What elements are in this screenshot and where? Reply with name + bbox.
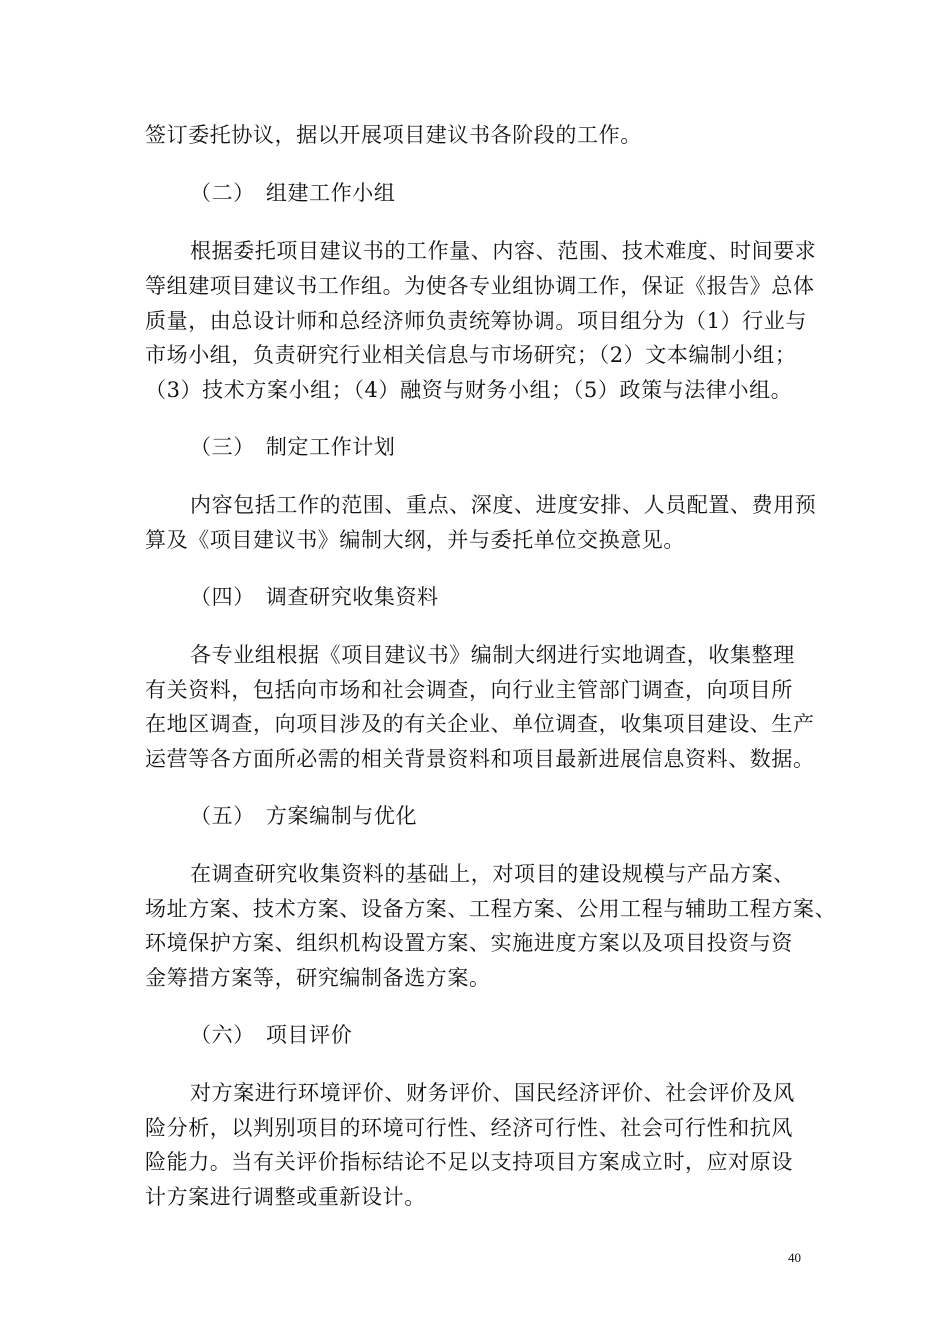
paragraph-line: 运营等各方面所必需的相关背景资料和项目最新进展信息资料、数据。 <box>145 747 815 771</box>
paragraph-line: 对方案进行环境评价、财务评价、国民经济评价、社会评价及风 <box>190 1081 795 1105</box>
section-heading-6: （六） 项目评价 <box>190 1023 353 1047</box>
paragraph-line: 等组建项目建议书工作组。为使各专业组协调工作，保证《报告》总体 <box>145 274 815 298</box>
paragraph-line: 有关资料，包括向市场和社会调查，向行业主管部门调查，向项目所 <box>145 678 793 702</box>
section-heading-5: （五） 方案编制与优化 <box>190 804 418 828</box>
paragraph-line: 根据委托项目建议书的工作量、内容、范围、技术难度、时间要求 <box>190 239 817 263</box>
paragraph-line: 内容包括工作的范围、重点、深度、进度安排、人员配置、费用预 <box>190 493 817 517</box>
paragraph-line: 险能力。当有关评价指标结论不足以支持项目方案成立时，应对原设 <box>145 1150 793 1174</box>
paragraph-line: 各专业组根据《项目建议书》编制大纲进行实地调查，收集整理 <box>190 643 795 667</box>
page-number: 40 <box>788 1250 801 1265</box>
paragraph-line: （3）技术方案小组；（4）融资与财务小组；（5）政策与法律小组。 <box>145 378 793 402</box>
paragraph-line: 签订委托协议，据以开展项目建议书各阶段的工作。 <box>145 123 642 147</box>
paragraph-line: 质量，由总设计师和总经济师负责统筹协调。项目组分为（1）行业与 <box>145 309 807 333</box>
section-heading-2: （二） 组建工作小组 <box>190 181 396 205</box>
paragraph-line: 算及《项目建议书》编制大纲，并与委托单位交换意见。 <box>145 528 685 552</box>
paragraph-line: 在调查研究收集资料的基础上，对项目的建设规模与产品方案、 <box>190 862 795 886</box>
paragraph-line: 环境保护方案、组织机构设置方案、实施进度方案以及项目投资与资 <box>145 931 793 955</box>
paragraph-line: 金筹措方案等，研究编制备选方案。 <box>145 966 491 990</box>
paragraph-line: 场址方案、技术方案、设备方案、工程方案、公用工程与辅助工程方案、 <box>145 897 837 921</box>
section-heading-4: （四） 调查研究收集资料 <box>190 585 439 609</box>
section-heading-3: （三） 制定工作计划 <box>190 435 396 459</box>
paragraph-line: 市场小组，负责研究行业相关信息与市场研究；（2）文本编制小组； <box>145 343 797 367</box>
paragraph-line: 险分析，以判别项目的环境可行性、经济可行性、社会可行性和抗风 <box>145 1116 793 1140</box>
paragraph-line: 在地区调查，向项目涉及的有关企业、单位调查，收集项目建设、生产 <box>145 712 815 736</box>
paragraph-line: 计方案进行调整或重新设计。 <box>145 1185 426 1209</box>
